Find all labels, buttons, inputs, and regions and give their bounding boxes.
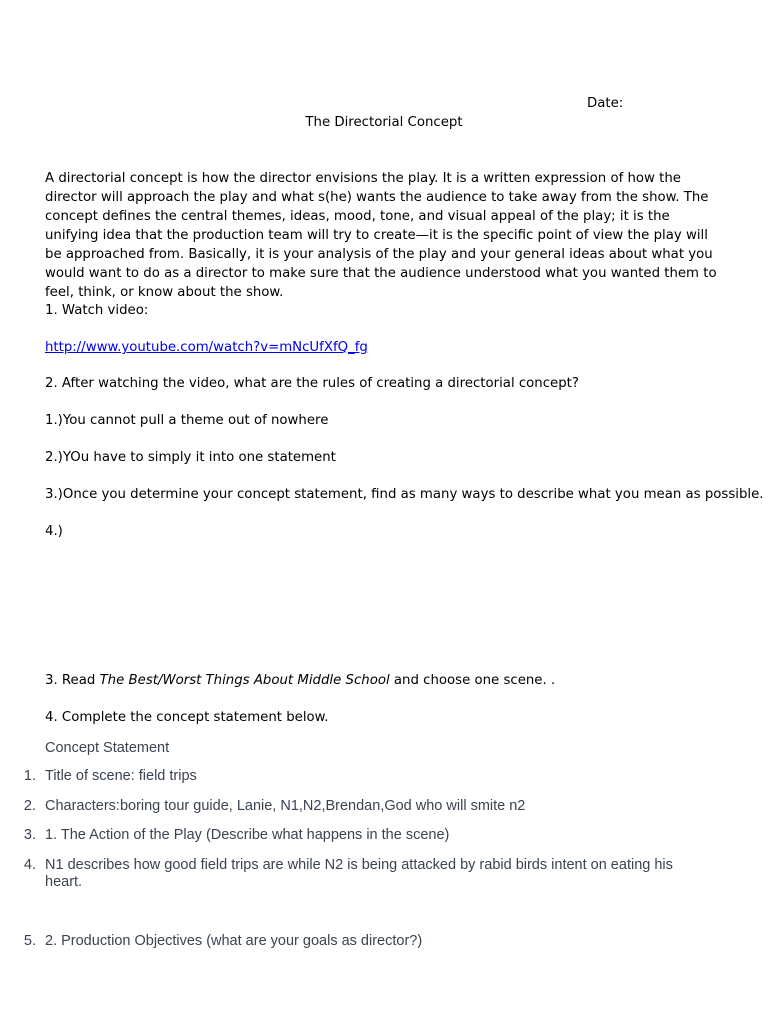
list-number: 3. [23,827,36,843]
step-3-instruction [45,671,555,690]
date-label: Date: [587,96,624,111]
intro-paragraph: A directorial concept is how the director envisions the play. It is a written expression of how the director will approach the play and what s(he) wants the audience to take away from the show. The concept defines the central themes, ideas, mood, tone, and visual appeal of the play; it is the unifying idea that the production team will try to create—it is the specific point of view the play will be approached from. Basically, it is your analysis of the play and your general ideas about what you would want to do as a director to make sure that the audience understood what you wanted them to feel, think, or know about the show. [45,171,717,300]
rule-answer-3: 3.)Once you determine your concept statement, find as many ways to describe what you mean as possible. [45,487,764,502]
video-link[interactable]: http://www.youtube.com/watch?v=mNcUfXfQ_fg [45,340,368,355]
step-4-instruction: 4. Complete the concept statement below. [45,710,329,725]
concept-item-text: 1. The Action of the Play (Describe what happens in the scene) [45,827,450,843]
concept-item-text: N1 describes how good field trips are while N2 is being attacked by rabid birds intent on eating his heart. [45,857,673,890]
page-title: The Directorial Concept [305,115,463,130]
list-number: 5. [23,933,36,949]
step-3-prefix: 3. Read [45,673,100,688]
list-number: 4. [23,857,36,873]
concept-item-text: Characters:boring tour guide, Lanie, N1,N2,Brendan,God who will smite n2 [45,798,526,814]
list-number: 2. [23,798,36,814]
concept-item-text: Title of scene: field trips [45,768,197,784]
rule-answer-1: 1.)You cannot pull a theme out of nowhere [45,413,329,428]
step-2-question: 2. After watching the video, what are the rules of creating a directorial concept? [45,376,579,391]
list-number: 1. [23,768,36,784]
book-title: The Best/Worst Things About Middle School [99,673,390,688]
rule-answer-4: 4.) [45,524,63,539]
step-1-label: 1. Watch video: [45,303,149,318]
step-3-suffix: and choose one scene. . [389,673,556,688]
concept-item-text: 2. Production Objectives (what are your goals as director?) [45,933,423,949]
concept-statement-heading: Concept Statement [45,740,170,756]
rule-answer-2: 2.)YOu have to simply it into one statement [45,450,336,465]
